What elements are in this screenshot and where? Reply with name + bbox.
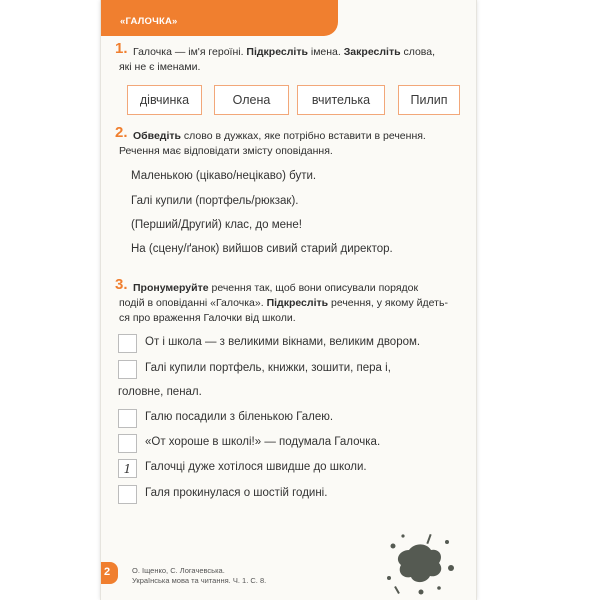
word-box-4[interactable]: Пилип [398, 85, 460, 115]
order-box-6[interactable] [118, 485, 137, 504]
task2-sentence-1[interactable]: Маленькою (цікаво/нецікаво) бути. [131, 170, 317, 182]
order-box-2[interactable] [118, 360, 137, 379]
task3-text-b: подій в оповіданні «Галочка». [119, 297, 267, 309]
word-box-3[interactable]: вчителька [297, 85, 385, 115]
footer-book-title: Українська мова та читання. Ч. 1. С. 8. [132, 576, 267, 585]
task3-text-a: речення так, щоб вони описували порядок [208, 282, 419, 294]
task1-number: 1. [115, 40, 128, 57]
word-box-1[interactable]: дівчинка [127, 85, 202, 115]
order-sentence-4: «От хороше в школі!» — подумала Галочка. [145, 436, 381, 448]
order-box-4[interactable] [118, 434, 137, 453]
order-sentence-3: Галю посадили з біленькою Галею. [145, 411, 334, 423]
task2-number: 2. [115, 124, 128, 141]
workbook-page [100, 0, 477, 600]
task1-instruction [133, 45, 473, 60]
task3-instruction [133, 281, 473, 296]
task1-text-c: слова, [400, 46, 436, 58]
order-box-5[interactable]: 1 [118, 459, 137, 478]
page-number: 2 [104, 566, 111, 578]
order-sentence-6: Галя прокинулася о шостій годині. [145, 487, 328, 499]
order-box-3[interactable] [118, 409, 137, 428]
task2-sentence-4[interactable]: На (сцену/ґанок) вийшов сивий старий директор. [131, 243, 393, 255]
order-sentence-5: Галочці дуже хотілося швидше до школи. [145, 461, 367, 473]
order-sentence-2-cont: головне, пенал. [118, 386, 202, 398]
task3-instruction-line3: ся про враження Галочки від школи. [119, 312, 296, 324]
task2-sentence-3[interactable]: (Перший/Другий) клас, до мене! [131, 219, 302, 231]
order-sentence-2: Галі купили портфель, книжки, зошити, пера і, [145, 362, 391, 374]
order-box-1[interactable] [118, 334, 137, 353]
task3-instruction-line2 [119, 296, 469, 311]
ink-splat-icon [381, 528, 461, 598]
page-title: «ГАЛОЧКА» [120, 16, 178, 27]
task2-sentence-2[interactable]: Галі купили (портфель/рюкзак). [131, 195, 299, 207]
task3-bold-a: Пронумеруйте [133, 282, 209, 294]
task2-instruction-line2: Речення має відповідати змісту оповідання. [119, 145, 333, 157]
task1-text-b: імена. [307, 46, 344, 58]
task1-instruction-line2: які не є іменами. [119, 61, 201, 73]
footer-authors: О. Іщенко, С. Логачевська. [132, 566, 225, 575]
task1-bold-a: Підкресліть [246, 46, 308, 58]
task1-text-a: Галочка — ім'я героїні. [133, 46, 247, 58]
task3-bold-b: Підкресліть [266, 297, 329, 309]
order-sentence-1: От і школа — з великими вікнами, великим двором. [145, 336, 421, 348]
task3-number: 3. [115, 276, 128, 293]
word-box-2[interactable]: Олена [214, 85, 289, 115]
task2-instruction [133, 129, 473, 144]
task2-bold: Обведіть [133, 130, 181, 142]
task1-bold-b: Закресліть [343, 46, 401, 58]
task2-text: слово в дужках, яке потрібно вставити в речення. [181, 130, 426, 142]
task3-text-c: речення, у якому йдеть- [328, 297, 448, 309]
